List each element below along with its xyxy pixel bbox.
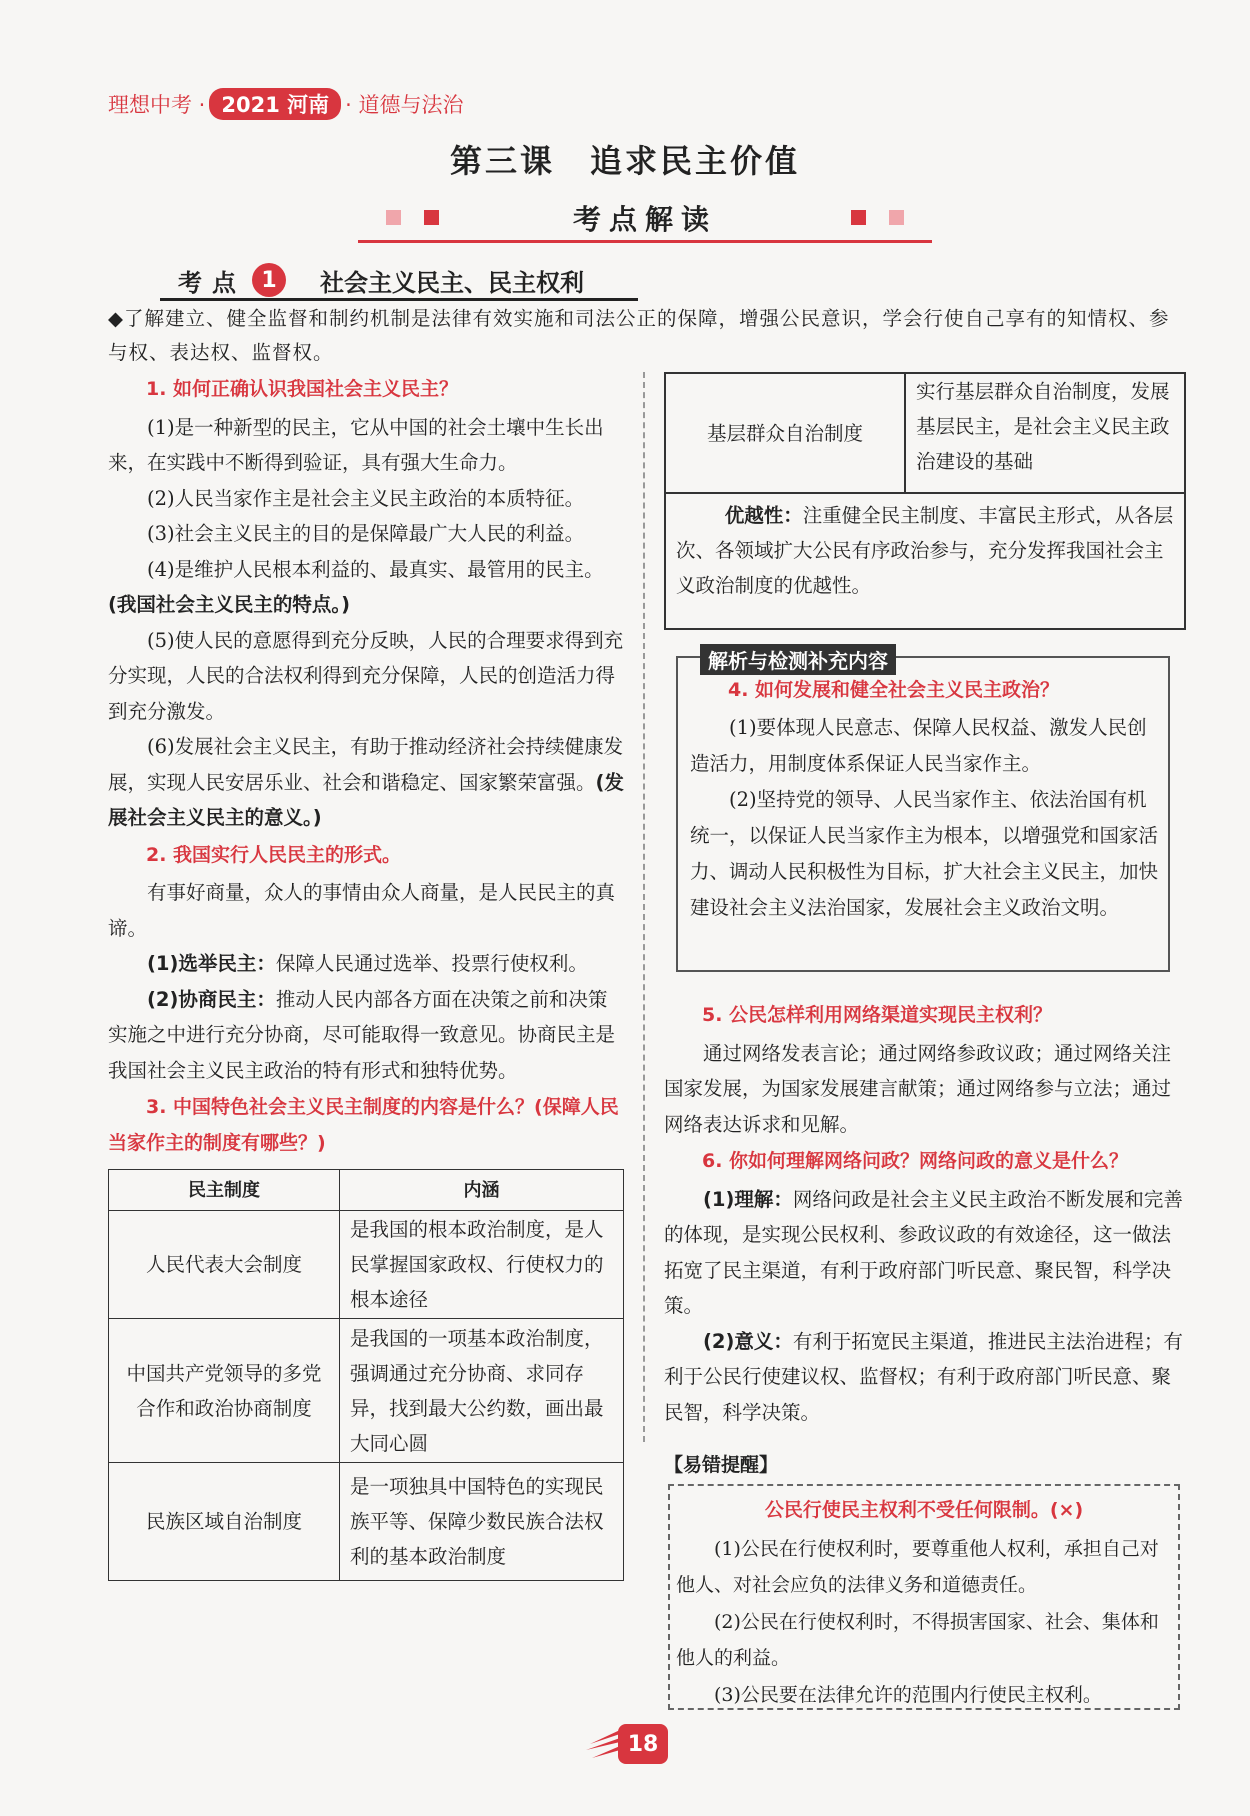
left-column <box>108 370 624 1581</box>
decor-square-icon <box>386 210 401 225</box>
column-divider <box>643 372 645 1442</box>
lesson-title: 第三课 追求民主价值 <box>449 142 800 180</box>
section-title: 考点解读 <box>572 203 717 236</box>
list-item: (3)社会主义民主的目的是保障最广大人民的利益。 <box>147 522 585 545</box>
table-cell: 人民代表大会制度 <box>109 1211 340 1319</box>
table-cell: 实行基层群众自治制度，发展基层民主，是社会主义民主政治建设的基础 <box>916 380 1170 473</box>
item-text: 网络问政是社会主义民主政治不断发展和完善的体现，是实现公民权利、参政议政的有效途径，这一做法拓宽了民主渠道，有利于政府部门听民意、聚民智，科学决策。 <box>664 1187 1183 1317</box>
table-row <box>109 1319 624 1463</box>
supplement-box <box>676 656 1170 972</box>
header-subject: · 道德与法治 <box>345 93 464 117</box>
error-reminder-label: 【易错提醒】 <box>664 1454 779 1476</box>
list-item <box>108 729 624 836</box>
table-cell: 是我国的一项基本政治制度，强调通过充分协商、求同存异，找到最大公约数，画出最大同心圆 <box>340 1319 624 1463</box>
list-item <box>664 1324 1184 1431</box>
decor-square-icon <box>851 210 866 225</box>
table-cell: 是一项独具中国特色的实现民族平等、保障少数民族合法权利的基本政治制度 <box>340 1463 624 1581</box>
header-prefix: 理想中考 · <box>108 93 206 117</box>
item-label: (2)协商民主： <box>147 987 276 1011</box>
page-number: 18 <box>618 1724 668 1764</box>
item-label: (1)理解： <box>703 1187 793 1211</box>
table-header: 民主制度 <box>109 1170 340 1211</box>
advantage-text <box>666 494 1184 607</box>
decor-square-icon <box>424 210 439 225</box>
key-point-number: 1 <box>252 263 286 297</box>
question-3: 3. 中国特色社会主义民主制度的内容是什么？(保障人民当家作主的制度有哪些？) <box>108 1096 619 1154</box>
list-item: (2)坚持党的领导、人民当家作主、依法治国有机统一，以保证人民当家作主为根本，以增强党和国家活力、调动人民积极性为目标，扩大社会主义民主，加快建设社会主义法治国家，发展社会主义政治文明。 <box>690 788 1159 919</box>
intro-text: ◆了解建立、健全监督和制约机制是法律有效实施和司法公正的保障，增强公民意识，学会行使自己享有的知情权、参与权、表达权、监督权。 <box>108 307 1170 364</box>
table-row <box>109 1463 624 1581</box>
paragraph: 有事好商量，众人的事情由众人商量，是人民民主的真谛。 <box>108 881 616 940</box>
item-note: (我国社会主义民主的特点。) <box>108 593 351 616</box>
table-cell: 中国共产党领导的多党合作和政治协商制度 <box>109 1319 340 1463</box>
list-item: (2)人民当家作主是社会主义民主政治的本质特征。 <box>147 486 585 510</box>
list-item: (2)公民在行使权利时，不得损害国家、社会、集体和他人的利益。 <box>676 1610 1159 1669</box>
key-point-bar <box>160 262 638 301</box>
table-header: 内涵 <box>340 1170 624 1211</box>
key-point-topic: 社会主义民主、民主权利 <box>320 268 584 297</box>
table-row <box>666 374 1184 494</box>
list-item <box>664 1182 1184 1324</box>
item-label: (1)选举民主： <box>147 952 276 975</box>
item-text: 推动人民内部各方面在决策之前和决策实施之中进行充分协商，尽可能取得一致意见。协商民主是我国社会主义民主政治的特有形式和独特优势。 <box>108 987 616 1082</box>
list-item <box>108 982 624 1089</box>
supplement-title: 解析与检测补充内容 <box>700 644 896 675</box>
question-5: 5. 公民怎样利用网络渠道实现民主权利？ <box>702 1004 1053 1026</box>
section-banner <box>358 196 932 243</box>
list-item: (3)公民要在法律允许的范围内行使民主权利。 <box>714 1683 1102 1706</box>
question-2: 2. 我国实行人民民主的形式。 <box>146 843 402 866</box>
democracy-system-table <box>108 1169 624 1581</box>
table-row <box>109 1211 624 1319</box>
list-item <box>108 552 624 623</box>
decor-square-icon <box>889 210 904 225</box>
table-cell: 民族区域自治制度 <box>109 1463 340 1581</box>
item-text: (6)发展社会主义民主，有助于推动经济社会持续健康发展，实现人民安居乐业、社会和谐稳定、国家繁荣富强。 <box>108 735 624 794</box>
list-item <box>108 946 624 982</box>
item-label: (2)意义： <box>703 1329 793 1353</box>
item-text: 有利于拓宽民主渠道，推进民主法治进程；有利于公民行使建议权、监督权；有利于政府部门听民意、聚民智，科学决策。 <box>664 1329 1183 1424</box>
table-cell: 基层群众自治制度 <box>666 374 906 492</box>
grassroots-box <box>664 372 1186 630</box>
right-column <box>664 996 1184 1430</box>
list-item: (1)要体现人民意志、保障人民权益、激发人民创造活力，用制度体系保证人民当家作主。 <box>690 716 1147 775</box>
item-note: (发展社会主义民主的意义。) <box>108 770 624 829</box>
question-1: 1. 如何正确认识我国社会主义民主？ <box>146 378 459 400</box>
table-cell: 是我国的根本政治制度，是人民掌握国家政权、行使权力的根本途径 <box>340 1211 624 1319</box>
header-badge: 2021 河南 <box>209 88 341 120</box>
error-statement: 公民行使民主权利不受任何限制。(×) <box>764 1499 1084 1521</box>
paragraph: 通过网络发表言论；通过网络参政议政；通过网络关注国家发展，为国家发展建言献策；通过网络参与立法；通过网络表达诉求和见解。 <box>664 1041 1172 1136</box>
item-text: 保障人民通过选举、投票行使权利。 <box>275 952 588 975</box>
advantage-body: 注重健全民主制度、丰富民主形式，从各层次、各领域扩大公民有序政治参与，充分发挥我国社会主义政治制度的优越性。 <box>676 504 1174 597</box>
question-4: 4. 如何发展和健全社会主义民主政治？ <box>728 679 1060 701</box>
key-point-label: 考点 <box>178 268 246 297</box>
list-item: (1)是一种新型的民主，它从中国的社会土壤中生长出来，在实践中不断得到验证，具有强大生命力。 <box>108 415 604 474</box>
item-text: (4)是维护人民根本利益的、最真实、最管用的民主。 <box>147 557 604 581</box>
question-6: 6. 你如何理解网络问政？网络问政的意义是什么？ <box>702 1150 1129 1172</box>
book-header <box>108 88 463 120</box>
page-number-decor-icon <box>586 1726 620 1762</box>
error-reminder-box <box>668 1484 1180 1710</box>
advantage-label: 优越性： <box>724 504 803 527</box>
list-item: (5)使人民的意愿得到充分反映，人民的合理要求得到充分实现，人民的合法权利得到充分保障，人民的创造活力得到充分激发。 <box>108 628 624 723</box>
list-item: (1)公民在行使权利时，要尊重他人权利，承担自己对他人、对社会应负的法律义务和道德责任。 <box>676 1537 1159 1596</box>
